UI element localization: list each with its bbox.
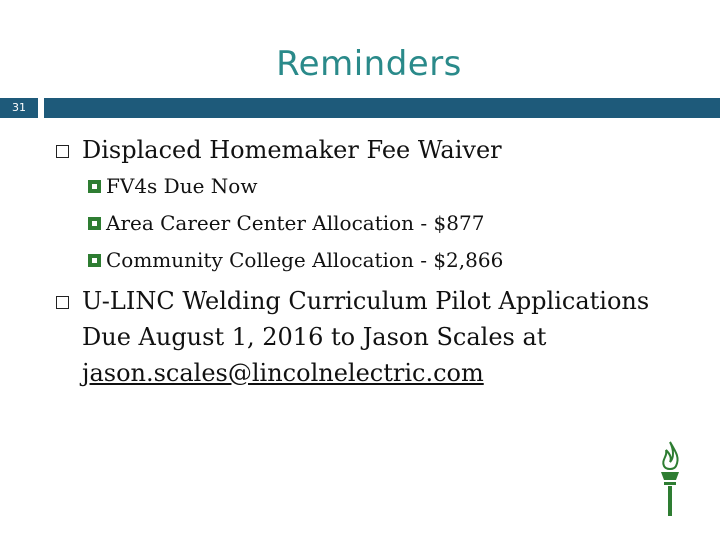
- torch-cup-icon: [661, 472, 679, 480]
- torch-band-icon: [664, 482, 676, 485]
- sub-bullet-square-icon: [88, 254, 101, 267]
- slide-number-badge: [0, 98, 38, 118]
- sub-bullet-1: FV4s Due Now: [106, 174, 258, 198]
- sub-bullet-square-icon: [88, 217, 101, 230]
- torch-handle-icon: [668, 486, 672, 516]
- bullet-2-line-2: Due August 1, 2016 to Jason Scales at: [82, 323, 547, 351]
- bullet-2-line-1: U-LINC Welding Curriculum Pilot Applications: [82, 287, 650, 315]
- slide-title: Reminders: [276, 44, 462, 84]
- email-link[interactable]: jason.scales@lincolnelectric.com: [82, 359, 484, 387]
- bullet-1-text: Displaced Homemaker Fee Waiver: [82, 136, 502, 164]
- header-rule-bar: [44, 98, 720, 118]
- bullet-square-icon: [56, 296, 69, 309]
- sub-bullet-3: Community College Allocation - $2,866: [106, 248, 504, 272]
- slide-number: 31: [12, 101, 26, 114]
- bullet-square-icon: [56, 145, 69, 158]
- sub-bullet-square-icon: [88, 180, 101, 193]
- sub-bullet-2: Area Career Center Allocation - $877: [106, 211, 485, 235]
- flame-icon: [663, 442, 677, 469]
- torch-logo-icon: [652, 440, 688, 520]
